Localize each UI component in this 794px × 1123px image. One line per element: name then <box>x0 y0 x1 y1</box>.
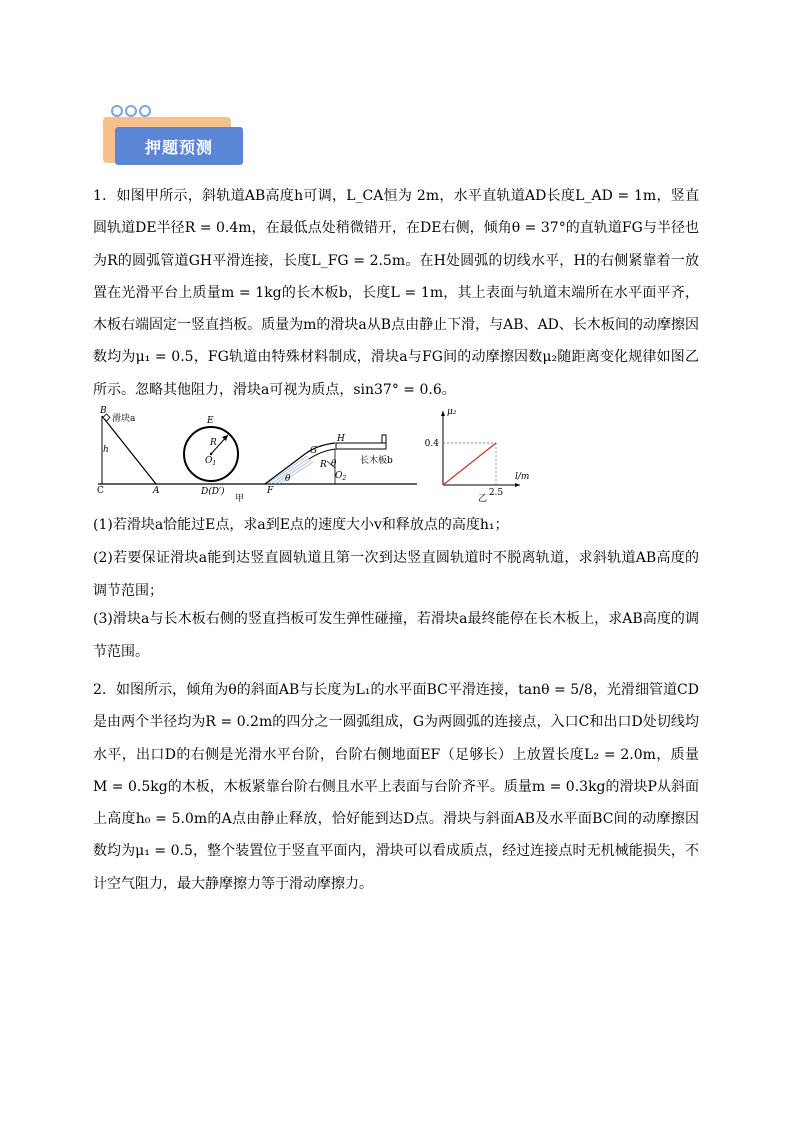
incline-ab <box>102 416 156 484</box>
svg-text:甲: 甲 <box>235 494 245 504</box>
svg-text:R: R <box>320 460 327 470</box>
svg-text:长木板b: 长木板b <box>360 456 393 466</box>
svg-text:θ: θ <box>285 474 291 484</box>
chart-caption: 乙 <box>478 494 488 504</box>
svg-text:G: G <box>310 446 318 456</box>
figure-yi-chart <box>425 407 530 504</box>
svg-text:F: F <box>267 486 274 496</box>
x-axis-label: l/m <box>515 472 530 482</box>
svg-text:h: h <box>103 445 109 455</box>
problem1-question1: (1)若滑块a恰能过E点，求a到E点的速度大小v和释放点的高度h₁； <box>93 517 509 533</box>
y-axis-label: μ₂ <box>447 407 457 417</box>
svg-text:滑块a: 滑块a <box>112 414 136 424</box>
problem1-stem: 1．如图甲所示，斜轨道AB高度h可调，L_CA恒为 2m，水平直轨道AD长度L_AD = 1m，竖直圆轨道DE半径R = 0.4m，在最低点处稍微错开，在DE右侧，倾角θ = 37°的直轨道FG与半径也为R的圆弧管道GH平滑连接，长度L_FG = 2.5m。在H处圆弧的切线水平，H的右侧紧靠着一放置在光滑平台上质量m = 1kg的长木板b，长度L = 1m，其上表面与轨道末端所在水平面平齐，木板右端固定一竖直挡板。质量为m的滑块a从B点由静止下滑，与AB、AD、长木板间的动摩擦因数均为μ₁ = 0.5，FG轨道由特殊材料制成，滑块a与FG间的动摩擦因数μ₂随距离变化规律如图乙所示。忽略其他阻力，滑块a可视为质点，sin37° = 0.6。 <box>93 188 699 398</box>
board-stopper <box>382 435 386 443</box>
y-tick-label: 0.4 <box>424 439 439 449</box>
problem1-question2: (2)若要保证滑块a能到达竖直圆轨道且第一次到达竖直圆轨道时不脱离轨道，求斜轨道AB高度的调节范围； <box>93 550 699 599</box>
svg-text:H: H <box>337 434 345 444</box>
problem2-stem: 2．如图所示，倾角为θ的斜面AB与长度为L₁的水平面BC平滑连接，tanθ = 5/8，光滑细管道CD是由两个半径均为R = 0.2m的四分之一圆弧组成，G为两圆弧的连接点，入口C和出口D处切线均水平，出口D的右侧是光滑水平台阶，台阶右侧地面EF（足够长）上放置长度L₂ = 2.0m，质量M = 0.5kg的木板，木板紧靠台阶右侧且水平上表面与台阶齐平。质量m = 0.3kg的滑块P从斜面上高度h₀ = 5.0m的A点由静止释放，恰好能到达D点。滑块与斜面AB及水平面BC间的动摩擦因数均为μ₁ = 0.5，整个装置位于竖直平面内，滑块可以看成质点，经过连接点时无机械能损失，不计空气阻力，最大静摩擦力等于滑动摩擦力。 <box>93 682 699 892</box>
svg-text:E: E <box>207 416 214 426</box>
banner-title: 押题预测 <box>115 127 243 165</box>
svg-text:C: C <box>97 486 104 496</box>
x-tick-label: 2.5 <box>488 488 504 498</box>
section-banner <box>103 105 243 167</box>
ring-decoration <box>111 105 151 117</box>
svg-text:D(D′): D(D′) <box>201 487 225 497</box>
figure-jia <box>97 406 417 504</box>
svg-text:O2: $O_2$ <box>335 471 347 482</box>
svg-text:θ: θ <box>331 459 337 469</box>
svg-text:B: B <box>100 406 107 416</box>
svg-text:R: R <box>210 438 217 448</box>
series-line <box>443 443 496 485</box>
problem1-question3: (3)滑块a与长木板右侧的竖直挡板可发生弹性碰撞，若滑块a最终能停在长木板上，求AB高度的调节范围。 <box>93 611 699 660</box>
svg-text:O1: $O_1$ <box>205 456 217 467</box>
problem1-figure <box>95 405 555 505</box>
svg-text:A: A <box>153 486 160 496</box>
